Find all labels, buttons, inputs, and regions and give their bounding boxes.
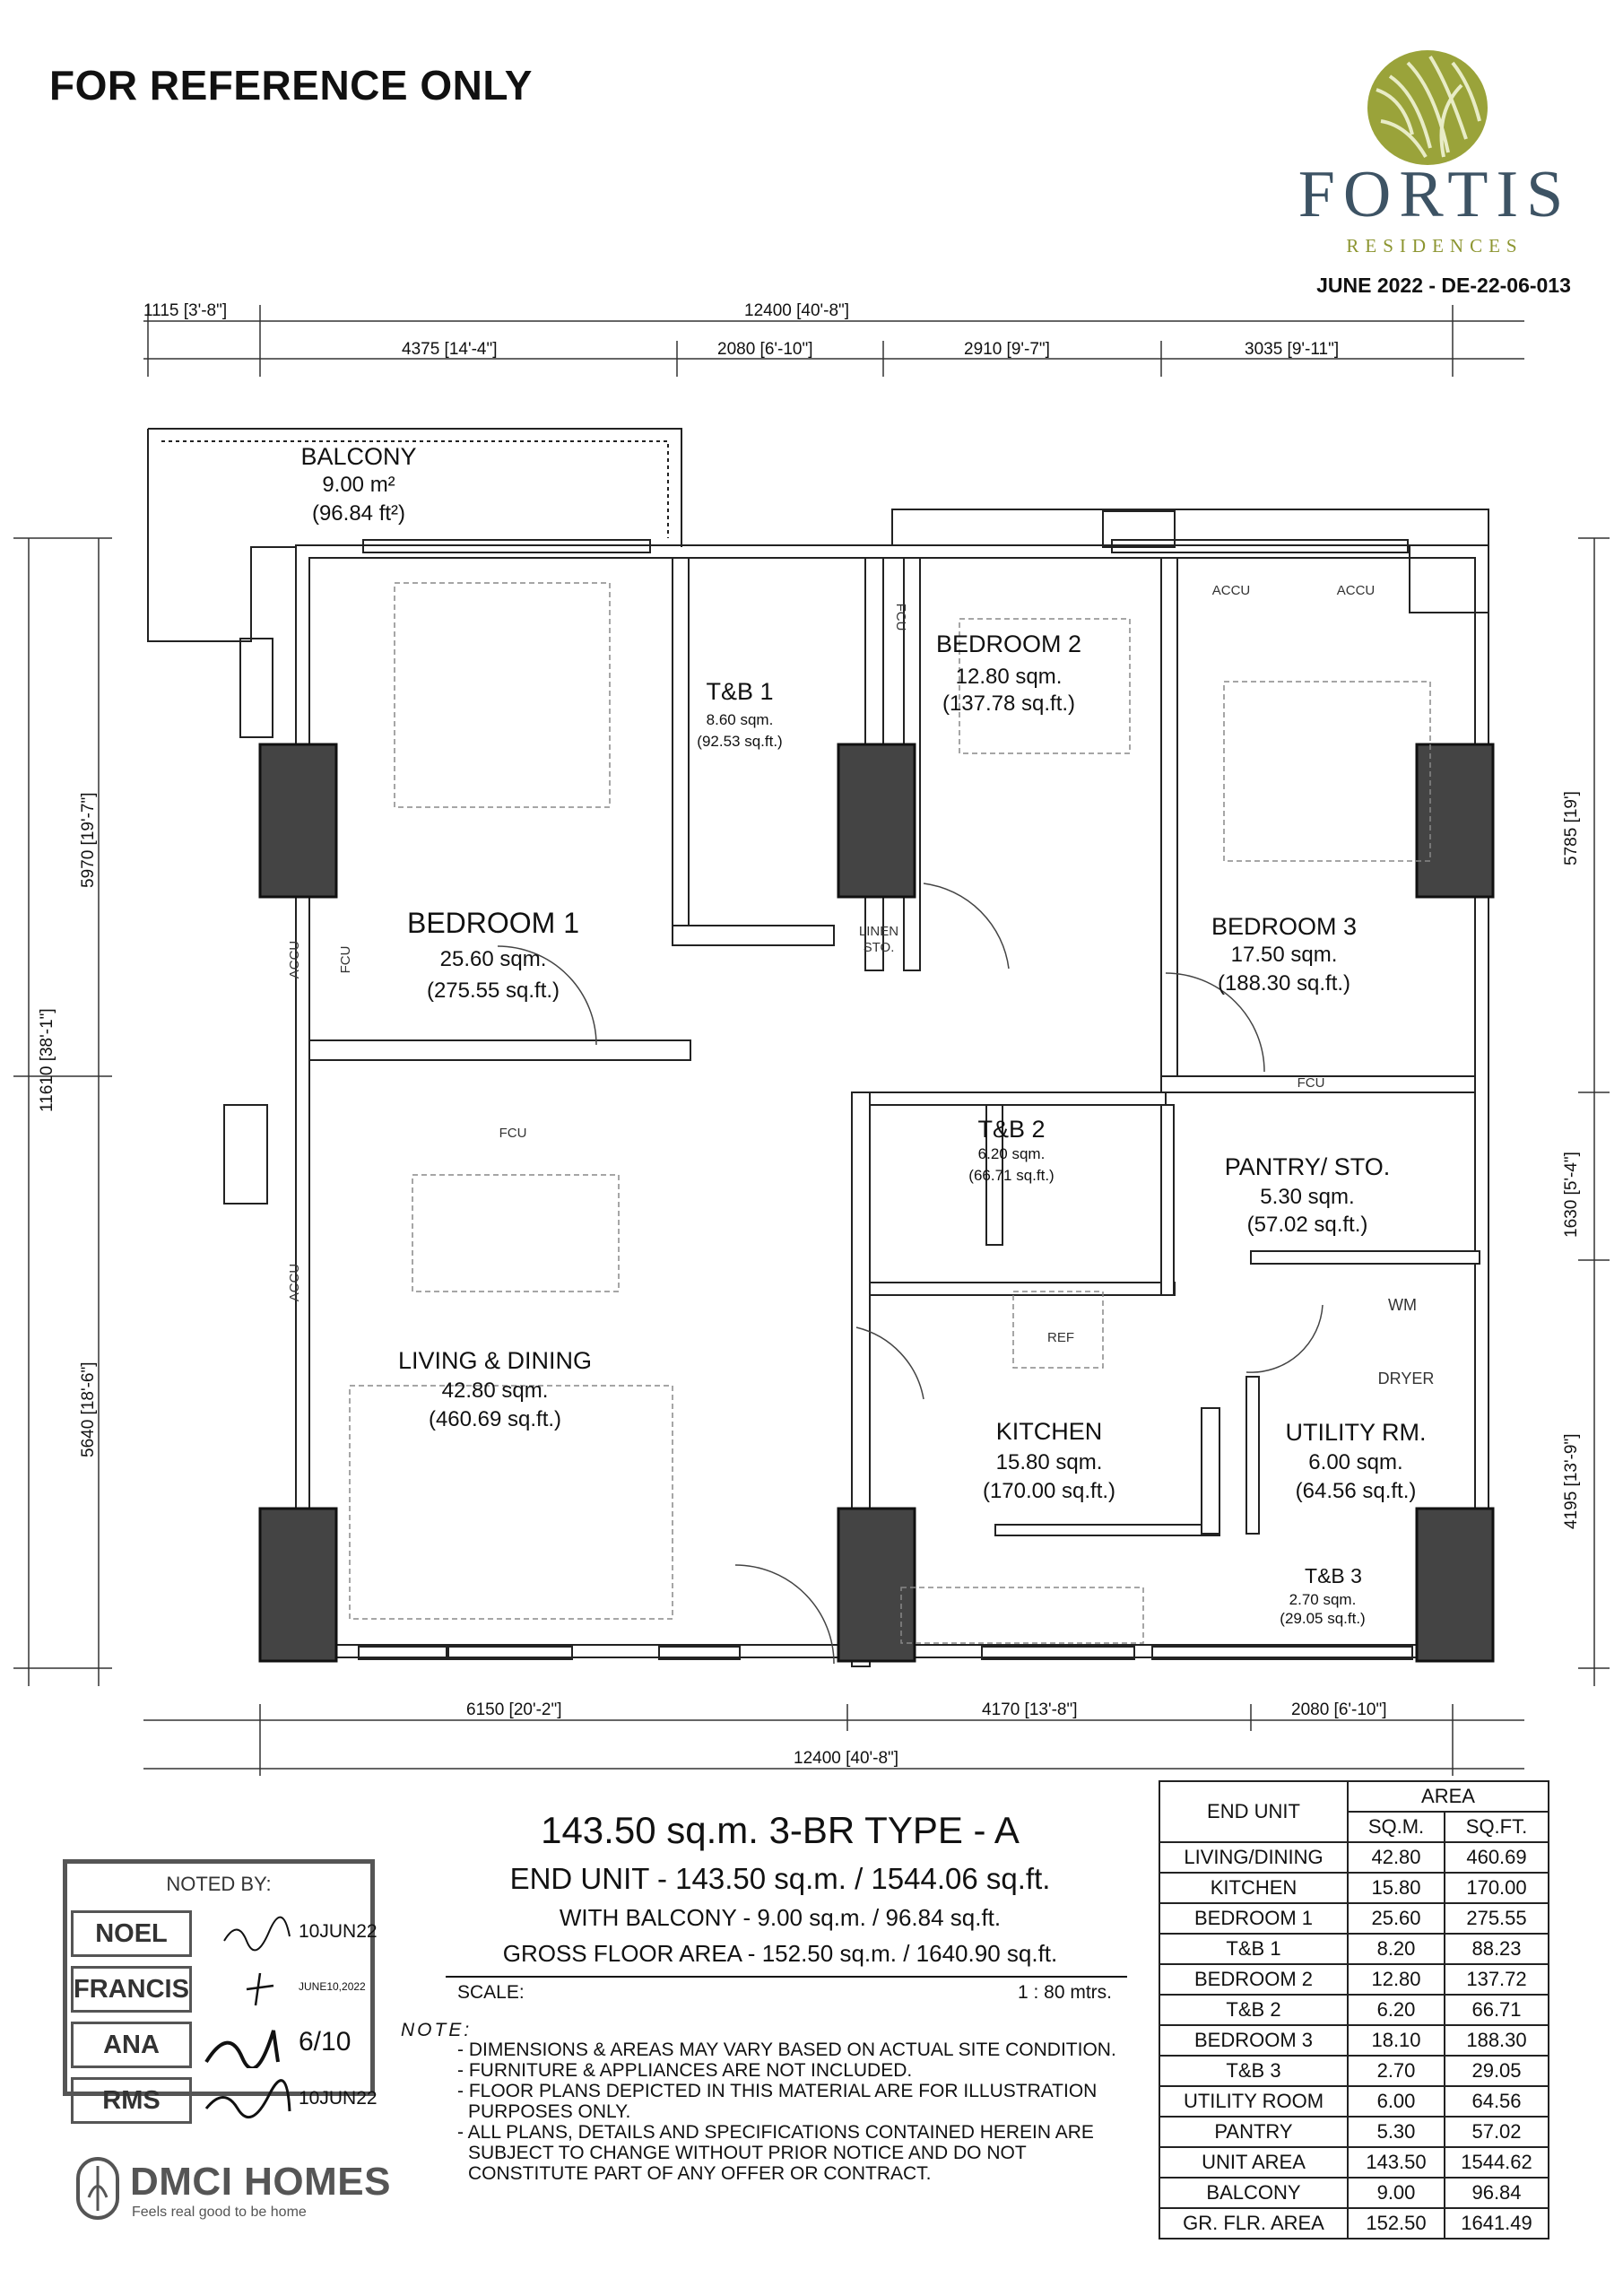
living-name: LIVING & DINING xyxy=(397,1347,593,1374)
area-row-sqft: 460.69 xyxy=(1445,1842,1549,1873)
area-table-header-sqft: SQ.FT. xyxy=(1445,1812,1549,1842)
gross-floor-area-line: GROSS FLOOR AREA - 152.50 sq.m. / 1640.90 sq.ft. xyxy=(502,1940,1058,1967)
signatory-name: RMS xyxy=(71,2077,192,2124)
area-table-row xyxy=(1159,2178,1549,2208)
fcu-label: FCU xyxy=(499,1126,527,1141)
note-item: - ALL PLANS, DETAILS AND SPECIFICATIONS CONTAINED HEREIN ARE SUBJECT TO CHANGE WITHOUT PRIOR NOTICE AND DO NOT CONSTITUTE PART OF ANY OFFER OR CONTRACT. xyxy=(457,2122,1094,2184)
bedroom1-area-m: 25.60 sqm. xyxy=(439,947,547,971)
area-row-sqm: 9.00 xyxy=(1348,2178,1445,2208)
dim-top-seg-2: 2080 [6'-10"] xyxy=(717,340,813,359)
area-row-label: KITCHEN xyxy=(1159,1873,1348,1903)
accu-label: ACCU xyxy=(1336,583,1376,598)
utility-name: UTILITY RM. xyxy=(1285,1419,1427,1446)
area-row-sqm: 18.10 xyxy=(1348,2025,1445,2056)
area-row-label: BEDROOM 1 xyxy=(1159,1903,1348,1934)
area-row-sqft: 188.30 xyxy=(1445,2025,1549,2056)
dim-top-seg-1: 4375 [14'-4"] xyxy=(402,340,498,359)
bedroom1-area-ft: (275.55 sq.ft.) xyxy=(426,978,560,1003)
noted-row xyxy=(67,1966,370,2013)
dim-right-seg-1: 5785 [19'] xyxy=(1562,791,1581,865)
tb1-area-m: 8.60 sqm. xyxy=(706,711,774,728)
area-row-label: BALCONY xyxy=(1159,2178,1348,2208)
pantry-area-m: 5.30 sqm. xyxy=(1260,1185,1355,1209)
fcu-label: FCU xyxy=(338,945,353,974)
area-row-sqm: 2.70 xyxy=(1348,2056,1445,2086)
signature-date: 10JUN22 xyxy=(299,1921,378,1942)
notes-title: NOTE: xyxy=(401,2020,473,2040)
dim-left-seg-1: 5970 [19'-7"] xyxy=(79,792,98,888)
plan-date-code: JUNE 2022 - DE-22-06-013 xyxy=(1316,274,1571,297)
dim-bottom-overall: 12400 [40'-8"] xyxy=(794,1749,899,1768)
scale-divider xyxy=(446,1976,1127,1978)
area-row-sqft: 1544.62 xyxy=(1445,2147,1549,2178)
area-row-sqft: 170.00 xyxy=(1445,1873,1549,1903)
kitchen-name: KITCHEN xyxy=(995,1418,1103,1445)
ref-label: REF xyxy=(1047,1330,1074,1345)
area-row-label: PANTRY xyxy=(1159,2117,1348,2147)
area-row-label: T&B 2 xyxy=(1159,1995,1348,2025)
balcony-line: WITH BALCONY - 9.00 sq.m. / 96.84 sq.ft. xyxy=(559,1904,1002,1931)
area-row-sqm: 8.20 xyxy=(1348,1934,1445,1964)
area-row-label: T&B 1 xyxy=(1159,1934,1348,1964)
dim-right-seg-3: 4195 [13'-9"] xyxy=(1562,1433,1581,1529)
area-table-header-sqm: SQ.M. xyxy=(1348,1812,1445,1842)
area-row-sqm: 152.50 xyxy=(1348,2208,1445,2239)
area-table-row xyxy=(1159,2117,1549,2147)
dim-left-overall: 11610 [38'-1"] xyxy=(38,1008,56,1112)
area-table-row xyxy=(1159,1964,1549,1995)
tb2-area-m: 6.20 sqm. xyxy=(977,1145,1046,1162)
kitchen-area-m: 15.80 sqm. xyxy=(995,1450,1103,1474)
area-row-label: T&B 3 xyxy=(1159,2056,1348,2086)
balcony-area-ft: (96.84 ft²) xyxy=(311,501,406,526)
area-table-row xyxy=(1159,2025,1549,2056)
area-row-sqm: 143.50 xyxy=(1348,2147,1445,2178)
utility-area-m: 6.00 sqm. xyxy=(1308,1450,1403,1474)
accu-label: ACCU xyxy=(287,1263,302,1302)
tb3-area-ft: (29.05 sq.ft.) xyxy=(1280,1610,1366,1627)
area-row-label: LIVING/DINING xyxy=(1159,1842,1348,1873)
area-row-sqm: 6.00 xyxy=(1348,2086,1445,2117)
kitchen-area-ft: (170.00 sq.ft.) xyxy=(982,1479,1116,1503)
signature-scribble xyxy=(238,1970,282,2009)
area-row-sqm: 15.80 xyxy=(1348,1873,1445,1903)
area-row-sqm: 42.80 xyxy=(1348,1842,1445,1873)
balcony-area-m: 9.00 m² xyxy=(322,473,395,497)
area-table-row xyxy=(1159,1934,1549,1964)
area-row-sqft: 1641.49 xyxy=(1445,2208,1549,2239)
area-row-sqft: 137.72 xyxy=(1445,1964,1549,1995)
area-row-sqft: 275.55 xyxy=(1445,1903,1549,1934)
brand-subtitle: RESIDENCES xyxy=(1346,235,1523,257)
living-area-m: 42.80 sqm. xyxy=(441,1378,549,1403)
brand-name: FORTIS xyxy=(1298,158,1572,231)
note-item: - FURNITURE & APPLIANCES ARE NOT INCLUDED. xyxy=(457,2060,913,2081)
signature-scribble xyxy=(202,2077,291,2122)
accu-label: ACCU xyxy=(287,940,302,979)
signatory-name: FRANCIS xyxy=(71,1966,192,2013)
area-row-label: BEDROOM 2 xyxy=(1159,1964,1348,1995)
linen-label: STO. xyxy=(863,940,895,955)
signature-date: 10JUN22 xyxy=(299,2088,378,2109)
bedroom2-area-m: 12.80 sqm. xyxy=(955,665,1063,689)
area-table-row xyxy=(1159,1903,1549,1934)
area-row-sqft: 88.23 xyxy=(1445,1934,1549,1964)
notes-list xyxy=(457,2039,1139,2184)
end-unit-line: END UNIT - 143.50 sq.m. / 1544.06 sq.ft. xyxy=(509,1862,1051,1895)
area-row-label: UTILITY ROOM xyxy=(1159,2086,1348,2117)
signatory-name: NOEL xyxy=(71,1910,192,1957)
reference-title: FOR REFERENCE ONLY xyxy=(49,62,533,109)
area-row-sqm: 6.20 xyxy=(1348,1995,1445,2025)
area-table-row xyxy=(1159,1842,1549,1873)
balcony-name: BALCONY xyxy=(300,443,417,470)
area-table xyxy=(1159,1780,1549,2239)
window-strips xyxy=(224,540,1412,1659)
area-row-sqft: 64.56 xyxy=(1445,2086,1549,2117)
area-row-sqft: 96.84 xyxy=(1445,2178,1549,2208)
pantry-area-ft: (57.02 sq.ft.) xyxy=(1246,1213,1368,1237)
signature-scribble xyxy=(220,1914,291,1953)
fcu-label: FCU xyxy=(893,603,908,631)
dim-top-seg-4: 3035 [9'-11"] xyxy=(1245,340,1340,359)
area-row-sqm: 12.80 xyxy=(1348,1964,1445,1995)
accu-label: ACCU xyxy=(1211,583,1251,598)
area-table-header-unit: END UNIT xyxy=(1159,1781,1348,1842)
furniture-outlines xyxy=(350,583,1430,1643)
dim-bottom-seg-3: 2080 [6'-10"] xyxy=(1291,1700,1387,1719)
area-row-label: BEDROOM 3 xyxy=(1159,2025,1348,2056)
area-table-row xyxy=(1159,1873,1549,1903)
area-row-sqft: 29.05 xyxy=(1445,2056,1549,2086)
tb3-area-m: 2.70 sqm. xyxy=(1289,1591,1357,1608)
noted-by-title: NOTED BY: xyxy=(166,1873,272,1895)
area-table-row xyxy=(1159,2086,1549,2117)
dim-top-left-offset: 1115 [3'-8"] xyxy=(143,301,228,320)
tb2-area-ft: (66.71 sq.ft.) xyxy=(968,1167,1055,1184)
bedroom3-name: BEDROOM 3 xyxy=(1211,913,1358,940)
noted-row xyxy=(67,2077,378,2124)
area-table-row xyxy=(1159,2208,1549,2239)
area-row-sqft: 57.02 xyxy=(1445,2117,1549,2147)
bedroom3-area-m: 17.50 sqm. xyxy=(1230,943,1338,967)
dim-left-seg-2: 5640 [18'-6"] xyxy=(79,1361,98,1457)
dryer-label: DRYER xyxy=(1377,1370,1435,1387)
bedroom2-name: BEDROOM 2 xyxy=(935,631,1082,657)
dim-top-overall: 12400 [40'-8"] xyxy=(744,301,850,320)
area-table-row xyxy=(1159,2147,1549,2178)
pantry-name: PANTRY/ STO. xyxy=(1224,1153,1391,1180)
tb3-name: T&B 3 xyxy=(1305,1564,1362,1587)
leaf-emblem-icon xyxy=(1367,50,1488,165)
area-row-label: GR. FLR. AREA xyxy=(1159,2208,1348,2239)
developer-name: DMCI HOMES xyxy=(130,2160,391,2204)
dimension-lines xyxy=(13,305,1610,1776)
note-item: - FLOOR PLANS DEPICTED IN THIS MATERIAL ARE FOR ILLUSTRATION PURPOSES ONLY. xyxy=(457,2081,1098,2122)
signature-date: 6/10 xyxy=(299,2027,352,2057)
dmci-logo-icon xyxy=(76,2157,121,2222)
dim-bottom-seg-2: 4170 [13'-8"] xyxy=(982,1700,1078,1719)
developer-tagline: Feels real good to be home xyxy=(132,2205,307,2220)
scale-label: SCALE: xyxy=(457,1982,525,2003)
noted-row xyxy=(67,2022,370,2068)
signature-date: JUNE10,2022 xyxy=(299,1980,366,1993)
signature-scribble xyxy=(202,2022,291,2068)
scale-value: 1 : 80 mtrs. xyxy=(1017,1982,1112,2003)
wm-label: WM xyxy=(1388,1296,1417,1314)
living-area-ft: (460.69 sq.ft.) xyxy=(428,1407,562,1431)
fcu-label: FCU xyxy=(1297,1075,1325,1091)
dim-bottom-seg-1: 6150 [20'-2"] xyxy=(466,1700,562,1719)
area-row-label: UNIT AREA xyxy=(1159,2147,1348,2178)
tb1-area-ft: (92.53 sq.ft.) xyxy=(697,733,783,750)
area-table-header-area: AREA xyxy=(1348,1781,1549,1812)
bedroom2-area-ft: (137.78 sq.ft.) xyxy=(942,691,1076,716)
signatory-name: ANA xyxy=(71,2022,192,2068)
area-row-sqm: 25.60 xyxy=(1348,1903,1445,1934)
linen-label: LINEN xyxy=(858,924,899,939)
dim-top-seg-3: 2910 [9'-7"] xyxy=(964,340,1050,359)
tb2-name: T&B 2 xyxy=(977,1116,1046,1143)
area-row-sqm: 5.30 xyxy=(1348,2117,1445,2147)
bedroom1-name: BEDROOM 1 xyxy=(406,907,580,939)
area-table-row xyxy=(1159,1995,1549,2025)
bedroom3-area-ft: (188.30 sq.ft.) xyxy=(1217,971,1351,996)
dim-right-seg-2: 1630 [5'-4"] xyxy=(1562,1152,1581,1238)
area-row-sqft: 66.71 xyxy=(1445,1995,1549,2025)
tb1-name: T&B 1 xyxy=(706,678,774,705)
floor-plan xyxy=(0,287,1623,1776)
noted-row xyxy=(67,1910,378,1957)
area-table-body xyxy=(1159,1842,1549,2239)
note-item: - DIMENSIONS & AREAS MAY VARY BASED ON ACTUAL SITE CONDITION. xyxy=(457,2039,1116,2060)
unit-type-title: 143.50 sq.m. 3-BR TYPE - A xyxy=(541,1809,1020,1851)
utility-area-ft: (64.56 sq.ft.) xyxy=(1295,1479,1417,1503)
area-table-row xyxy=(1159,2056,1549,2086)
